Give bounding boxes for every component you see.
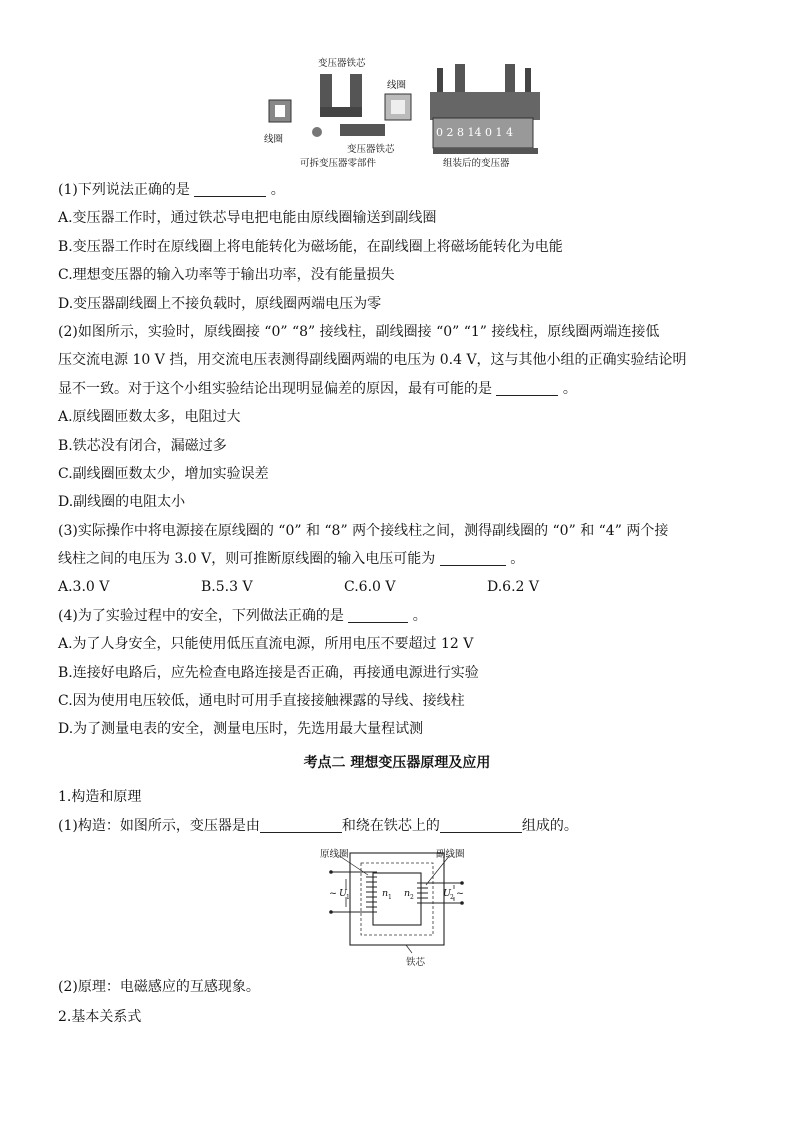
q3-line-1: (3)实际操作中将电源接在原线圈的 “0” 和 “8” 两个接线柱之间，测得副线圈的 “0” 和 “4” 两个接 [58, 522, 669, 539]
answer-blank [440, 549, 506, 566]
q3-option-b: B.5.3 V [201, 579, 253, 596]
q1-option-d: D.变压器副线圈上不接负载时，原线圈两端电压为零 [58, 295, 382, 312]
label-n1-sub: 1 [388, 894, 392, 901]
ac-right: ~ [456, 888, 464, 899]
terminal-dot [460, 901, 464, 905]
terminal-dot [329, 870, 333, 874]
leads [332, 872, 461, 912]
q4-option-a: A.为了人身安全，只能使用低压直流电源，所用电压不要超过 12 V [58, 636, 474, 653]
label-n1: n [382, 888, 389, 899]
q2-option-c: C.副线圈匝数太少，增加实验误差 [58, 465, 269, 482]
label-core: 铁芯 [406, 957, 426, 968]
item-1-title: 1.构造和原理 [58, 789, 142, 805]
q1-stem: (1)下列说法正确的是 。 [58, 182, 285, 198]
label-coil-right: 线圈 [387, 80, 407, 91]
q1-option-a: A.变压器工作时，通过铁芯导电把电能由原线圈输送到副线圈 [58, 210, 437, 227]
question-block [58, 176, 748, 744]
label-u1-sub: 1 [346, 894, 350, 901]
label-u1: U [339, 888, 348, 899]
answer-blank [496, 379, 558, 396]
core-leader [406, 945, 412, 953]
assembled-transformer-shape [430, 64, 540, 154]
flux-path [361, 863, 433, 935]
label-core-bottom: 变压器铁芯 [347, 144, 395, 155]
coil-left-shape [269, 100, 291, 122]
section-heading: 考点二 理想变压器原理及应用 [303, 755, 491, 771]
coil-right-shape [385, 94, 411, 120]
label-core-top: 变压器铁芯 [318, 58, 366, 69]
principle-line: (2)原理：电磁感应的互感现象。 [58, 979, 260, 995]
ac-left: ~ [329, 888, 337, 899]
transformer-photo-figure [255, 52, 555, 174]
answer-blank [194, 180, 266, 197]
caption-assembled: 组装后的变压器 [443, 158, 510, 169]
q4-option-d: D.为了测量电表的安全，测量电压时，先选用最大量程试测 [58, 721, 424, 738]
transformer-diagram [318, 845, 478, 970]
secondary-coil [417, 883, 428, 903]
q4-option-c: C.因为使用电压较低，通电时可用手直接接触裸露的导线、接线柱 [58, 693, 465, 710]
q1-option-b: B.变压器工作时在原线圈上将电能转化为磁场能，在副线圈上将磁场能转化为电能 [58, 238, 563, 255]
label-coil-left: 线圈 [264, 134, 284, 145]
q2-line-2: 压交流电源 10 V 挡，用交流电压表测得副线圈两端的电压为 0.4 V，这与其他小组的正确实验结论明 [58, 352, 687, 369]
terminal-dot [460, 881, 464, 885]
q3-options [58, 573, 748, 601]
u-core-shape [320, 74, 362, 117]
label-n2: n [404, 888, 411, 899]
q2-option-b: B.铁芯没有闭合，漏磁过多 [58, 437, 227, 454]
q4-stem: (4)为了实验过程中的安全，下列做法正确的是 。 [58, 607, 427, 624]
primary-coil [366, 872, 377, 912]
yoke-bar-shape [340, 124, 385, 136]
q3-option-c: C.6.0 V [344, 579, 396, 596]
caption-parts: 可拆变压器零部件 [300, 158, 377, 169]
label-secondary: 副线圈 [436, 849, 465, 860]
q2-line-3: 显不一致。对于这个小组实验结论出现明显偏差的原因，最有可能的是 。 [58, 380, 577, 397]
item-2-title: 2.基本关系式 [58, 1009, 142, 1025]
construct-line: (1)构造：如图所示，变压器是由 和绕在铁芯上的 组成的。 [58, 818, 578, 834]
label-u2-sub: 2 [450, 894, 454, 901]
terminal-dot [329, 910, 333, 914]
answer-blank [260, 816, 342, 833]
q3-option-d: D.6.2 V [487, 579, 540, 596]
label-u2: U [443, 888, 452, 899]
q1-option-c: C.理想变压器的输入功率等于输出功率，没有能量损失 [58, 267, 395, 284]
answer-blank [348, 606, 408, 623]
q3-line-2: 线柱之间的电压为 3.0 V，则可推断原线圈的输入电压可能为 。 [58, 551, 525, 568]
label-n2-sub: 2 [410, 894, 414, 901]
q2-option-a: A.原线圈匝数太多，电阻过大 [58, 409, 241, 426]
q2-line-1: (2)如图所示，实验时，原线圈接 “0” “8” 接线柱，副线圈接 “0” “1” 接线柱，原线圈两端连接低 [58, 323, 660, 340]
answer-blank [440, 816, 522, 833]
q4-option-b: B.连接好电路后，应先检查电路连接是否正确，再接通电源进行实验 [58, 664, 479, 681]
q3-option-a: A.3.0 V [58, 579, 110, 596]
label-primary: 原线圈 [320, 849, 349, 860]
core-outer [350, 853, 444, 945]
q2-option-d: D.副线圈的电阻太小 [58, 494, 186, 511]
screw-part [312, 127, 322, 137]
terminal-marks: 0 2 8 14 0 1 4 [436, 126, 513, 139]
